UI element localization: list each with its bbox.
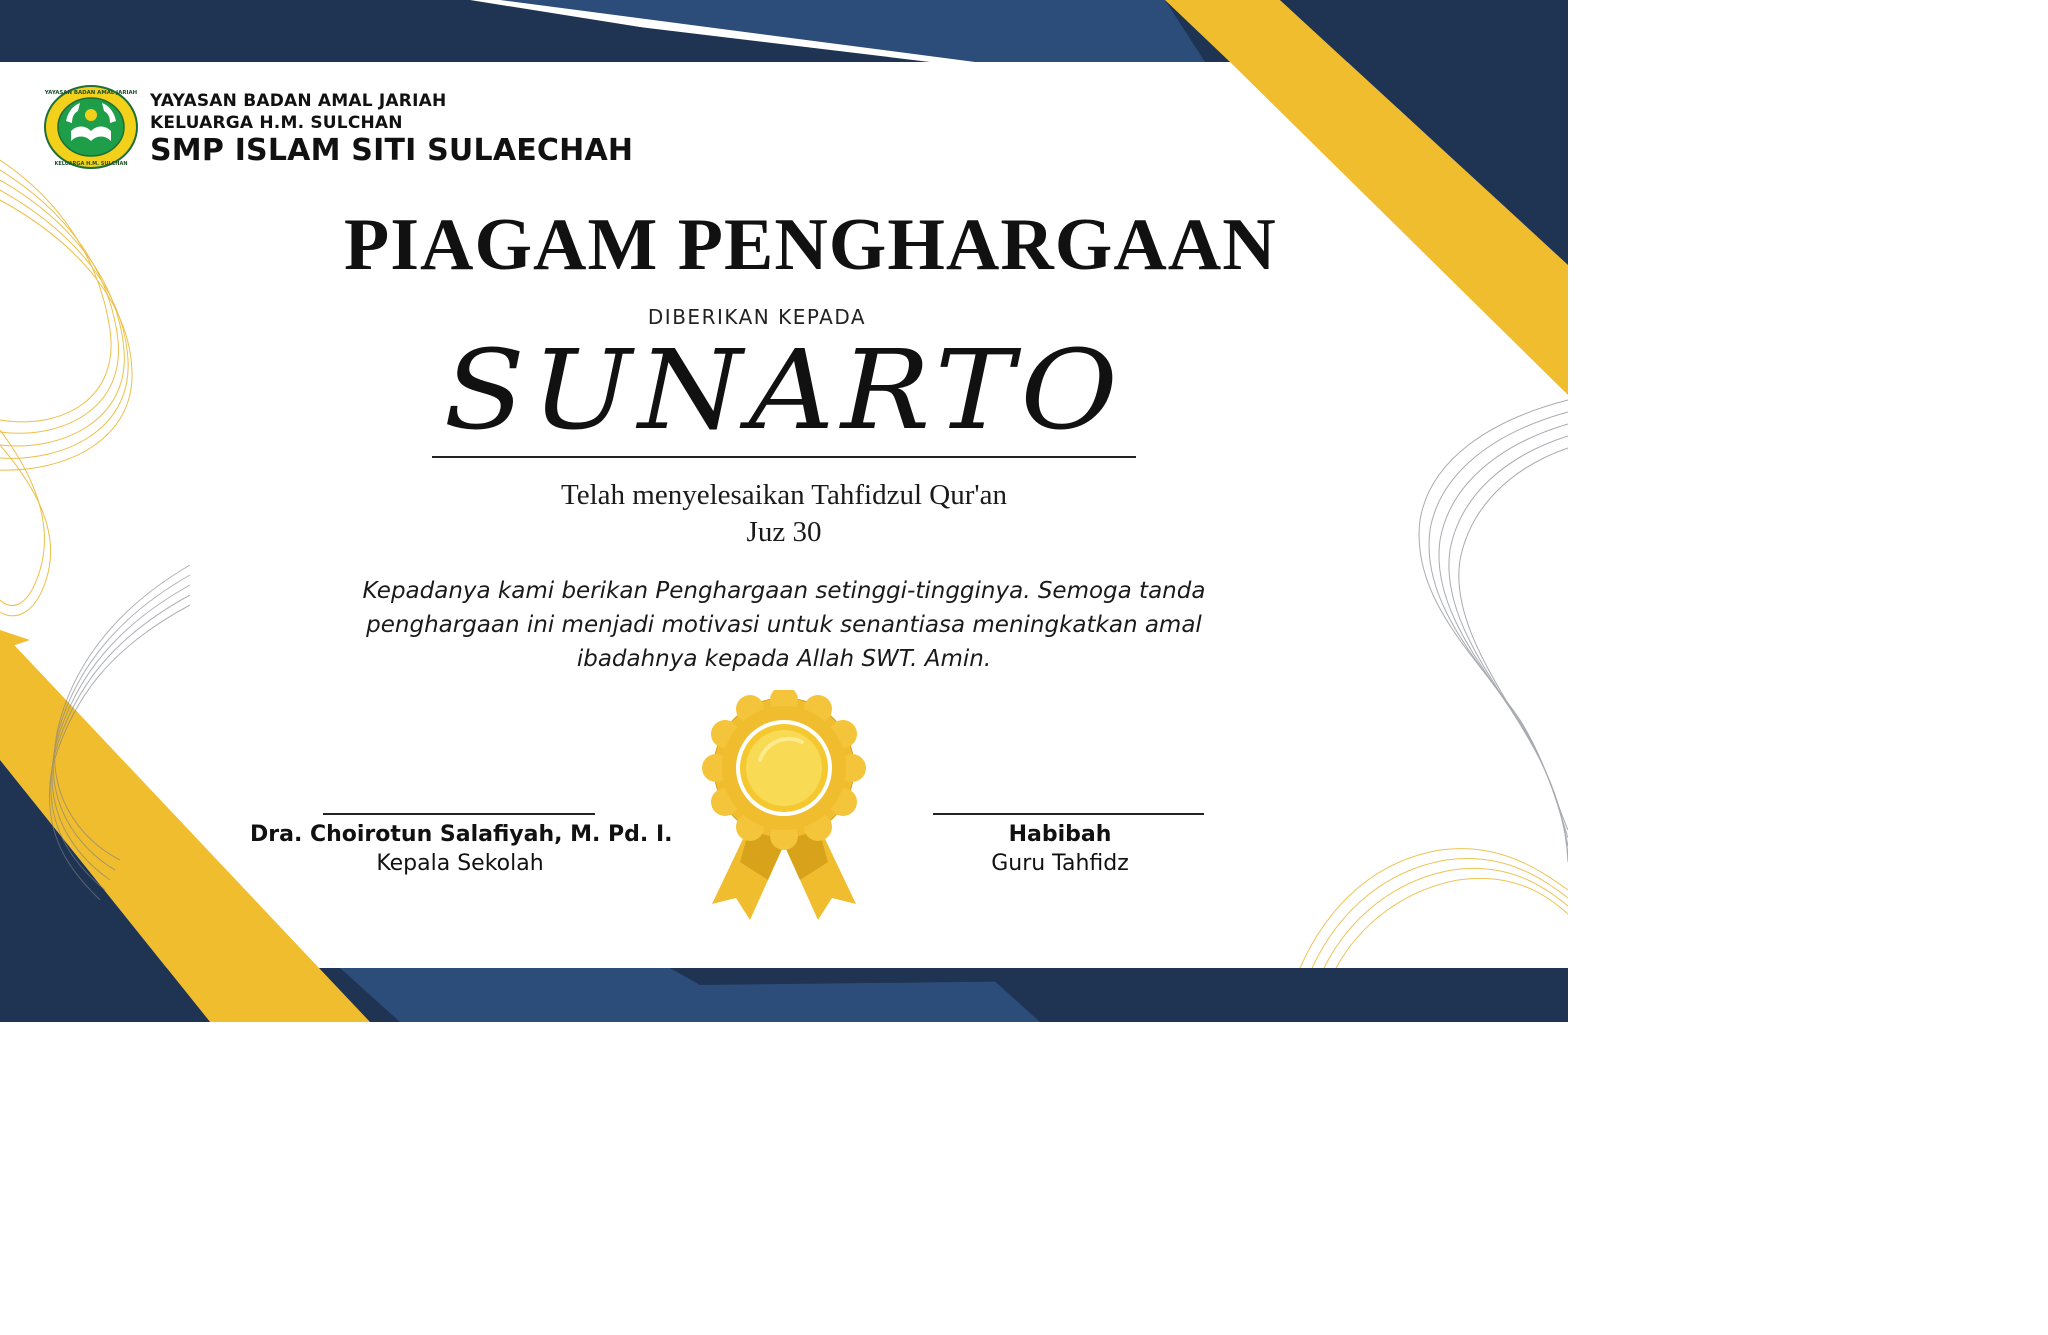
school-name: SMP ISLAM SITI SULAECHAH [150, 133, 634, 168]
right-signature-line [933, 813, 1204, 815]
foundation-name-line2: KELUARGA H.M. SULCHAN [150, 113, 403, 133]
certificate-title: PIAGAM PENGHARGAAN [344, 204, 1277, 286]
tahfidz-teacher-name: Habibah [1008, 822, 1112, 847]
left-gold-wave-lines [0, 160, 132, 616]
recipient-underline [432, 456, 1136, 458]
principal-name: Dra. Choirotun Salafiyah, M. Pd. I. [250, 822, 673, 847]
recipient-name: SUNARTO [443, 326, 1125, 454]
left-signature-line [323, 813, 595, 815]
right-gold-wave-lines [1300, 849, 1568, 968]
school-crest-icon [44, 85, 138, 169]
certificate-title-container [344, 203, 1277, 288]
achievement-line-2: Juz 30 [746, 516, 822, 548]
svg-text:YAYASAN BADAN AMAL JARIAH: YAYASAN BADAN AMAL JARIAH [44, 90, 138, 96]
svg-text:KELUARGA H.M. SULCHAN: KELUARGA H.M. SULCHAN [54, 161, 128, 167]
award-message: Kepadanya kami berikan Penghargaan setinggi-tingginya. Semoga tanda penghargaan ini menjadi motivasi untuk senantiasa meningkatkan amal ibadahnya kepada Allah SWT. Amin. [362, 578, 1206, 672]
right-gray-wave-lines [1419, 400, 1568, 862]
tahfidz-teacher-role: Guru Tahfidz [991, 851, 1129, 876]
achievement-line-1: Telah menyelesaikan Tahfidzul Qur'an [561, 479, 1007, 511]
foundation-name-line1: YAYASAN BADAN AMAL JARIAH [150, 91, 447, 111]
principal-role: Kepala Sekolah [376, 851, 544, 876]
given-to-label: DIBERIKAN KEPADA [647, 305, 867, 329]
award-rosette-icon [690, 690, 878, 938]
